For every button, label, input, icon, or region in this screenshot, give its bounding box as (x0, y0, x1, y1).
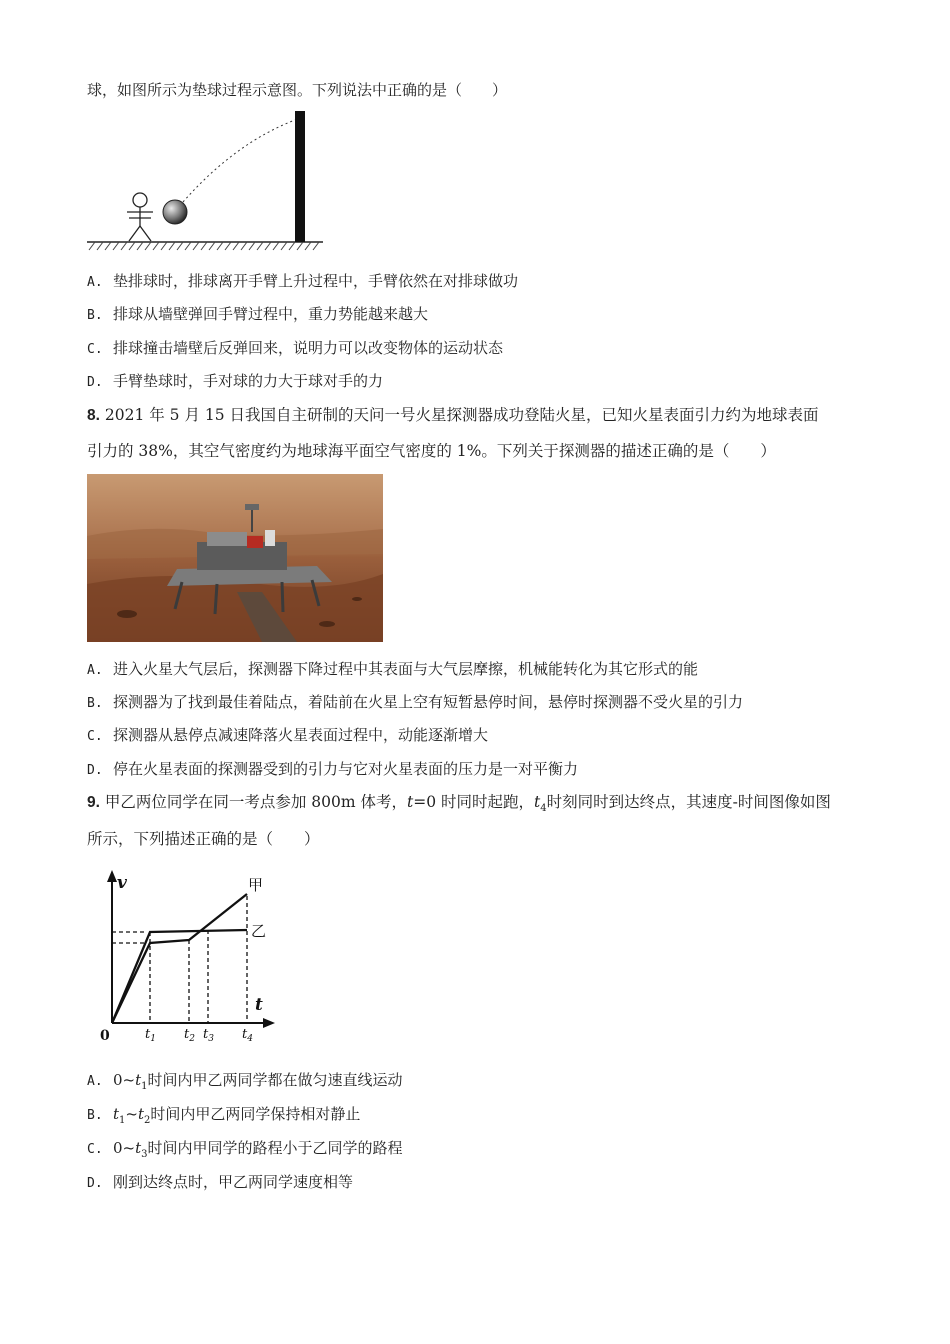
label-jia: 甲 (248, 876, 264, 894)
wall (295, 111, 305, 242)
tick-t2: $t_2$ (184, 1027, 195, 1043)
q7-option-b[interactable]: B. 排球从墙壁弹回手臂过程中，重力势能越来越大 (87, 305, 429, 323)
label-yi: 乙 (251, 922, 267, 940)
line-jia (112, 894, 247, 1023)
q8-option-d[interactable]: D. 停在火星表面的探测器受到的引力与它对火星表面的压力是一对平衡力 (87, 760, 579, 778)
origin-label: 0 (100, 1028, 110, 1043)
q8-option-c[interactable]: C. 探测器从悬停点减速降落火星表面过程中，动能逐渐增大 (87, 726, 489, 744)
q9-stem-line2: 所示，下列描述正确的是（ ） (87, 830, 320, 848)
tick-t3: $t_3$ (203, 1027, 214, 1043)
ball-trajectory (183, 120, 295, 202)
mars-lander-photo (87, 474, 383, 642)
line-yi (112, 930, 247, 1023)
q7-intro: 球，如图所示为垫球过程示意图。下列说法中正确的是（ ） (87, 81, 508, 99)
q8-option-b[interactable]: B. 探测器为了找到最佳着陆点，着陆前在火星上空有短暂悬停时间，悬停时探测器不受火星的引力 (87, 693, 744, 711)
q9-option-c[interactable]: C. $0\sim t_3$时间内甲同学的路程小于乙同学的路程 (87, 1139, 403, 1160)
t-axis-label: t (255, 995, 263, 1015)
tick-t4: $t_4$ (242, 1027, 253, 1043)
q8-option-a[interactable]: A. 进入火星大气层后，探测器下降过程中其表面与大气层摩擦，机械能转化为其它形式的能 (87, 660, 699, 678)
ground-hatch (89, 242, 319, 250)
q9-option-b[interactable]: B. $t_1\sim t_2$时间内甲乙两同学保持相对静止 (87, 1105, 361, 1126)
q8-stem-line1: 8. 2021 年 5 月 15 日我国自主研制的天问一号火星探测器成功登陆火星，已知火星表面引力约为地球表面 (87, 406, 819, 424)
velocity-time-graph (95, 868, 280, 1043)
volleyball (163, 200, 187, 224)
q9-option-d[interactable]: D. 刚到达终点时，甲乙两同学速度相等 (87, 1173, 354, 1191)
v-axis-label: v (117, 873, 127, 893)
q8-stem-line2: 引力的 38%，其空气密度约为地球海平面空气密度的 1%。下列关于探测器的描述正确的是（ ） (87, 442, 776, 460)
q9-stem-line1: 9. 甲乙两位同学在同一考点参加 800m 体考，t=0 时同时起跑，$t_4$时刻同时到达终点，其速度-时间图像如图 (87, 793, 831, 815)
q7-option-c[interactable]: C. 排球撞击墙壁后反弹回来，说明力可以改变物体的运动状态 (87, 339, 504, 357)
t-axis-arrow (263, 1018, 275, 1028)
tick-t1: $t_1$ (145, 1027, 156, 1043)
v-axis-arrow (107, 870, 117, 882)
q7-option-d[interactable]: D. 手臂垫球时，手对球的力大于球对手的力 (87, 372, 384, 390)
stick-figure (127, 193, 153, 241)
q7-option-a[interactable]: A. 垫排球时，排球离开手臂上升过程中，手臂依然在对排球做功 (87, 272, 519, 290)
q9-option-a[interactable]: A. $0\sim t_1$时间内甲乙两同学都在做匀速直线运动 (87, 1071, 403, 1092)
volleyball-diagram (85, 108, 330, 258)
